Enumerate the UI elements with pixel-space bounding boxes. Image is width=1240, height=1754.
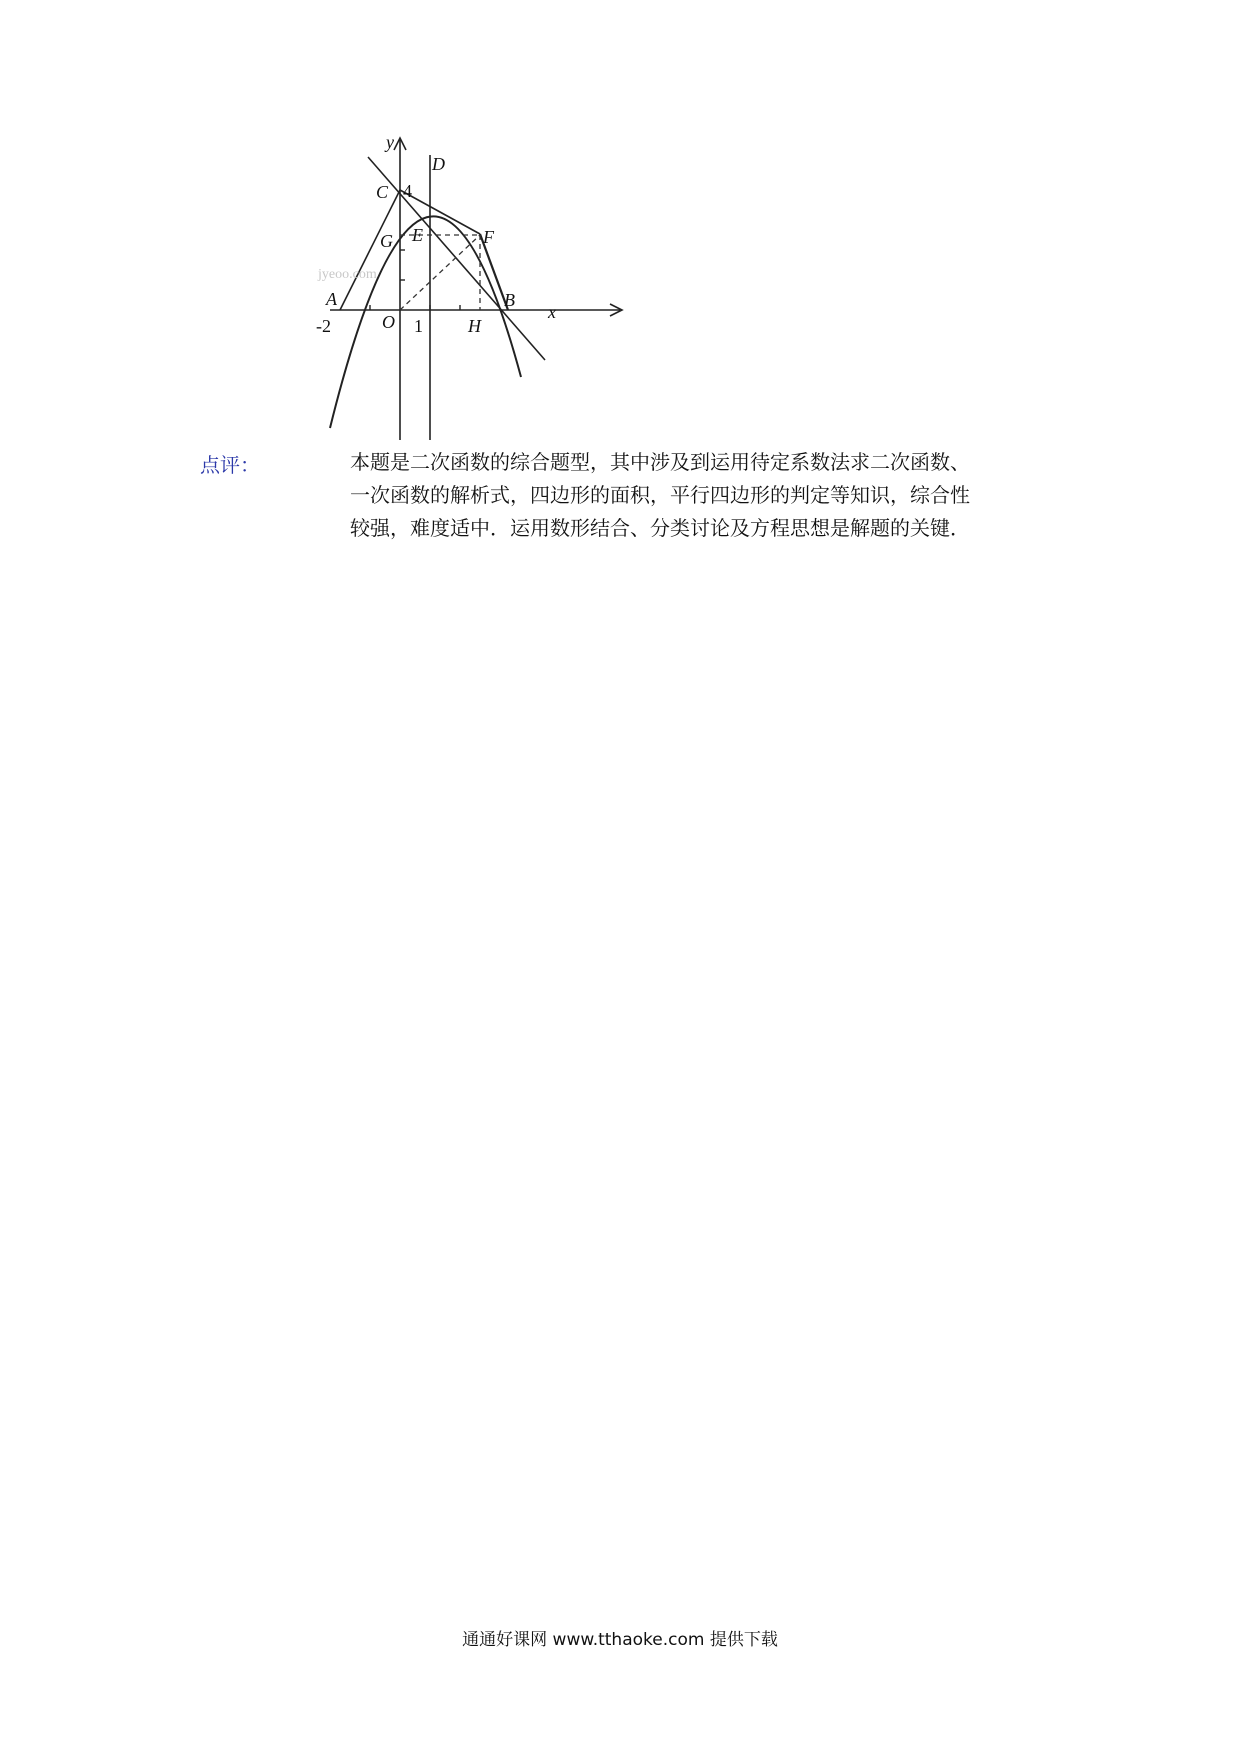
label-tick-y4: 4: [403, 181, 412, 201]
comment-line: 较强，难度适中．运用数形结合、分类讨论及方程思想是解题的关键．: [350, 516, 970, 540]
label-point-a: A: [326, 289, 337, 309]
parabola-figure: [316, 132, 640, 450]
parabola-curve: [330, 216, 521, 428]
label-point-g: G: [380, 231, 393, 251]
label-point-c: C: [376, 182, 389, 202]
label-origin: O: [382, 312, 395, 332]
label-point-e: E: [412, 225, 423, 245]
label-point-b: B: [504, 290, 515, 310]
figure-svg: [316, 132, 640, 450]
label-point-f: F: [483, 227, 494, 247]
label-point-d: D: [432, 154, 445, 174]
label-point-h: H: [468, 316, 481, 336]
label-tick-x1: 1: [414, 316, 423, 336]
comment-label: 点评：: [200, 453, 260, 477]
label-y-axis: y: [386, 132, 394, 152]
comment-text: [350, 446, 1050, 545]
label-tick-xneg2: -2: [316, 316, 331, 336]
page-footer: 通通好课网 www.tthaoke.com 提供下载: [462, 1630, 778, 1650]
comment-line: 一次函数的解析式，四边形的面积，平行四边形的判定等知识，综合性: [350, 483, 970, 507]
label-x-axis: x: [548, 302, 556, 322]
comment-line: 本题是二次函数的综合题型，其中涉及到运用待定系数法求二次函数、: [350, 450, 970, 474]
figure-watermark: jyeoo.com: [318, 267, 377, 282]
